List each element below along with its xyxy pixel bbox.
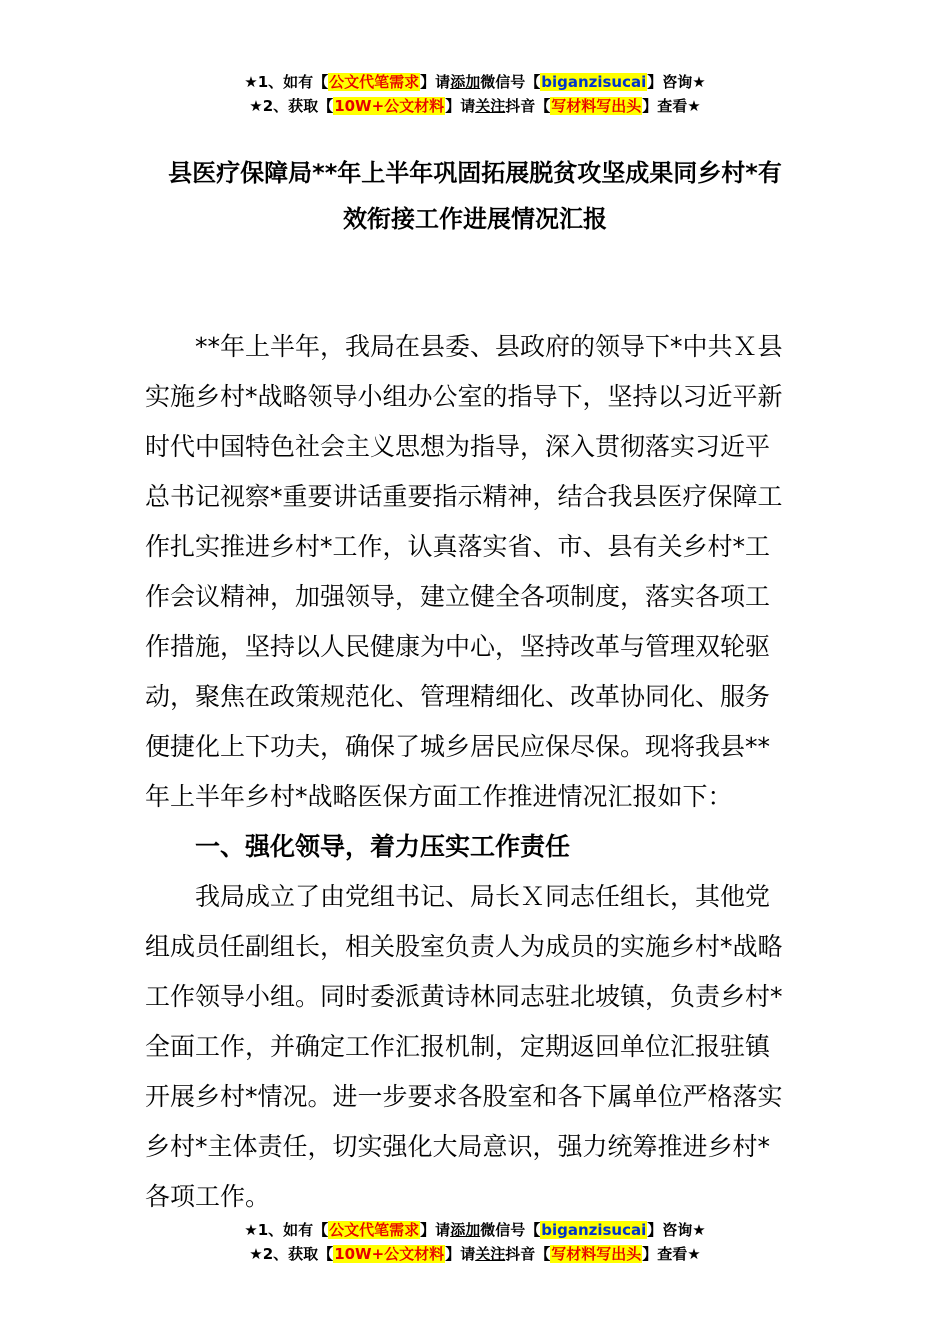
promo-underline: 添加	[450, 73, 481, 91]
paragraph-line: 年上半年乡村*战略医保方面工作推进情况汇报如下：	[145, 782, 733, 811]
promo-text: 抖音【	[505, 97, 551, 115]
paragraph-line: 作扎实推进乡村*工作，认真落实省、市、县有关乡村*工	[145, 532, 771, 561]
promo-text: 微信号【	[480, 1221, 541, 1239]
promo-underline: 添加	[450, 1221, 481, 1239]
title-line-1: 县医疗保障局**年上半年巩固拓展脱贫攻坚成果同乡村*有	[168, 159, 782, 187]
douyin-id: 写材料写出头	[551, 1245, 642, 1263]
promo-underline: 关注	[475, 1245, 506, 1263]
promo-text: 】请	[445, 1245, 476, 1263]
promo-text: 】咨询★	[647, 1221, 706, 1239]
promo-banner-bottom	[0, 1218, 950, 1266]
promo-underline: 关注	[475, 97, 506, 115]
promo-highlight: 公文代笔需求	[329, 73, 420, 91]
paragraph-line: 动，聚焦在政策规范化、管理精细化、改革协同化、服务	[145, 682, 771, 711]
paragraph-line: 我局成立了由党组书记、局长Ｘ同志任组长，其他党	[195, 882, 771, 911]
promo-highlight: 10W+公文材料	[334, 1245, 445, 1263]
paragraph-line: 作会议精神，加强领导，建立健全各项制度，落实各项工	[145, 582, 771, 611]
title-line-2: 效衔接工作进展情况汇报	[343, 205, 607, 233]
promo-text: 抖音【	[505, 1245, 551, 1263]
promo-highlight: 10W+公文材料	[334, 97, 445, 115]
document-body	[145, 322, 810, 1222]
promo-text: 】请	[420, 73, 451, 91]
douyin-id: 写材料写出头	[551, 97, 642, 115]
promo-text: 】查看★	[642, 97, 701, 115]
paragraph-line: 乡村*主体责任，切实强化大局意识，强力统筹推进乡村*	[145, 1132, 771, 1161]
promo-text: 微信号【	[480, 73, 541, 91]
promo-line-2	[0, 1242, 950, 1266]
paragraph-line: 总书记视察*重要讲话重要指示精神，结合我县医疗保障工	[145, 482, 783, 511]
promo-text: ★1、如有【	[244, 73, 329, 91]
promo-line-1	[0, 1218, 950, 1242]
promo-text: 】咨询★	[647, 73, 706, 91]
promo-text: 】请	[445, 97, 476, 115]
promo-text: ★2、获取【	[249, 97, 334, 115]
paragraph-line: **年上半年，我局在县委、县政府的领导下*中共Ｘ县	[195, 332, 783, 361]
promo-text: ★2、获取【	[249, 1245, 334, 1263]
paragraph-line: 实施乡村*战略领导小组办公室的指导下，坚持以习近平新	[145, 382, 783, 411]
paragraph-line: 作措施，坚持以人民健康为中心，坚持改革与管理双轮驱	[145, 632, 771, 661]
paragraph-line: 全面工作，并确定工作汇报机制，定期返回单位汇报驻镇	[145, 1032, 771, 1061]
paragraph-line: 时代中国特色社会主义思想为指导，深入贯彻落实习近平	[145, 432, 771, 461]
paragraph-line: 便捷化上下功夫，确保了城乡居民应保尽保。现将我县**	[145, 732, 771, 761]
section-heading: 一、强化领导，着力压实工作责任	[195, 832, 571, 861]
wechat-id: biganzisucai	[541, 73, 647, 91]
promo-text: 】查看★	[642, 1245, 701, 1263]
paragraph-line: 各项工作。	[145, 1182, 271, 1211]
promo-text: 】请	[420, 1221, 451, 1239]
promo-banner-top	[0, 70, 950, 118]
paragraph-line: 组成员任副组长，相关股室负责人为成员的实施乡村*战略	[145, 932, 783, 961]
paragraph-line: 工作领导小组。同时委派黄诗林同志驻北坡镇，负责乡村*	[145, 982, 783, 1011]
paragraph-line: 开展乡村*情况。进一步要求各股室和各下属单位严格落实	[145, 1082, 783, 1111]
wechat-id: biganzisucai	[541, 1221, 647, 1239]
promo-line-1	[0, 70, 950, 94]
promo-text: ★1、如有【	[244, 1221, 329, 1239]
promo-line-2	[0, 94, 950, 118]
document-title	[130, 150, 820, 242]
promo-highlight: 公文代笔需求	[329, 1221, 420, 1239]
